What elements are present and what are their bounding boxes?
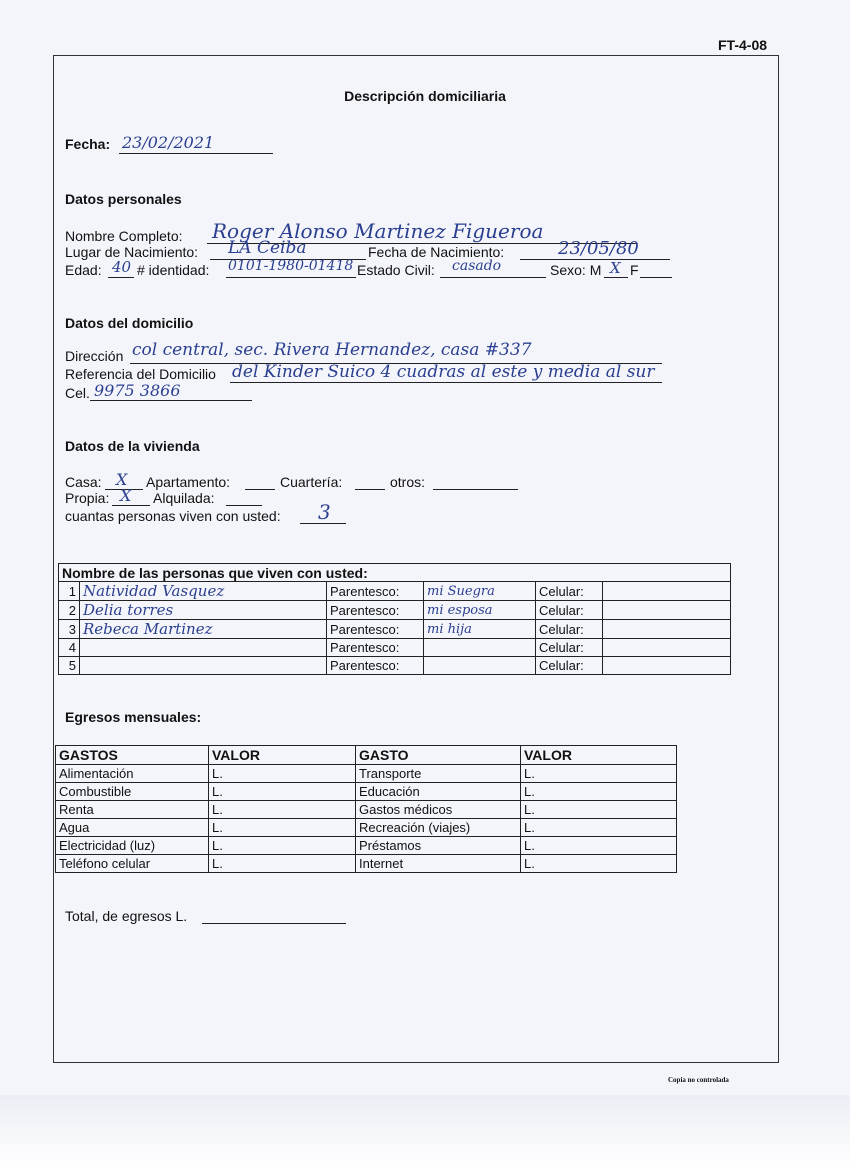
row-number: 1: [59, 582, 80, 601]
apartamento-label: Apartamento:: [146, 474, 231, 490]
parentesco-label: Parentesco:: [327, 639, 424, 657]
resident-relation[interactable]: [424, 657, 536, 675]
parentesco-label: Parentesco:: [327, 601, 424, 620]
propia-underline: [112, 505, 150, 506]
nombre-value[interactable]: Roger Alonso Martinez Figueroa: [212, 219, 544, 243]
nombre-label: Nombre Completo:: [65, 228, 183, 244]
resident-name[interactable]: [80, 639, 327, 657]
celular-label: Celular:: [536, 582, 603, 601]
celular-label: Celular:: [536, 620, 603, 639]
resident-row: [59, 639, 731, 657]
resident-phone[interactable]: [603, 639, 731, 657]
expense-row: [56, 765, 677, 783]
otros-label: otros:: [390, 474, 426, 490]
resident-name[interactable]: Rebeca Martinez: [80, 620, 327, 639]
identidad-value[interactable]: 0101-1980-01418: [228, 258, 354, 274]
expense-row: [56, 783, 677, 801]
scan-bottom-band: [0, 1095, 850, 1170]
total-underline[interactable]: [202, 923, 346, 924]
alquilada-underline: [226, 505, 262, 506]
expense-item: Electricidad (luz): [56, 837, 209, 855]
celular-label: Celular:: [536, 657, 603, 675]
alquilada-label: Alquilada:: [153, 490, 215, 506]
identidad-label: # identidad:: [137, 262, 210, 278]
row-number: 4: [59, 639, 80, 657]
expense-item: Renta: [56, 801, 209, 819]
edad-label: Edad:: [65, 262, 102, 278]
sexo-label: Sexo: M: [550, 262, 602, 278]
lugar-label: Lugar de Nacimiento:: [65, 244, 199, 260]
fecha-value[interactable]: 23/02/2021: [122, 133, 215, 152]
fecha-label: Fecha:: [65, 136, 111, 152]
residents-table: [58, 563, 731, 675]
expense-item: Teléfono celular: [56, 855, 209, 873]
expense-row: [56, 801, 677, 819]
total-label: Total, de egresos L.: [65, 908, 188, 924]
estado-civil-label: Estado Civil:: [357, 262, 435, 278]
edad-value[interactable]: 40: [112, 258, 132, 276]
expense-value[interactable]: L.: [521, 801, 677, 819]
personas-underline: [300, 523, 346, 524]
expense-value[interactable]: L.: [521, 783, 677, 801]
gasto-header: GASTO: [356, 746, 521, 765]
personal-heading: Datos personales: [65, 191, 182, 207]
personas-label: cuantas personas viven con usted:: [65, 508, 281, 524]
expense-value[interactable]: L.: [521, 765, 677, 783]
sexo-f-underline: [640, 277, 672, 278]
direccion-value[interactable]: col central, sec. Rivera Hernandez, casa #337: [132, 340, 532, 360]
resident-phone[interactable]: [603, 620, 731, 639]
resident-row: [59, 620, 731, 639]
propia-label: Propia:: [65, 490, 110, 506]
expense-value[interactable]: L.: [521, 837, 677, 855]
casa-mark[interactable]: X: [116, 470, 128, 489]
expense-item: Gastos médicos: [356, 801, 521, 819]
expense-value[interactable]: L.: [521, 819, 677, 837]
row-number: 2: [59, 601, 80, 620]
gastos-header: GASTOS: [56, 746, 209, 765]
resident-relation[interactable]: mi esposa: [424, 601, 536, 620]
expense-value[interactable]: L.: [209, 819, 356, 837]
resident-phone[interactable]: [603, 601, 731, 620]
row-number: 3: [59, 620, 80, 639]
fecha-underline: [119, 153, 273, 154]
resident-row: [59, 582, 731, 601]
cuarteria-underline: [355, 489, 385, 490]
valor-header: VALOR: [521, 746, 677, 765]
expense-item: Recreación (viajes): [356, 819, 521, 837]
parentesco-label: Parentesco:: [327, 657, 424, 675]
resident-relation[interactable]: [424, 639, 536, 657]
personas-value[interactable]: 3: [318, 500, 331, 524]
fecha-nac-value[interactable]: 23/05/80: [558, 238, 639, 259]
expense-row: [56, 837, 677, 855]
resident-relation[interactable]: mi Suegra: [424, 582, 536, 601]
parentesco-label: Parentesco:: [327, 582, 424, 601]
resident-name[interactable]: Delia torres: [80, 601, 327, 620]
residents-header: Nombre de las personas que viven con usted:: [59, 564, 731, 582]
celular-label: Celular:: [536, 601, 603, 620]
fecha-nac-label: Fecha de Nacimiento:: [368, 244, 505, 260]
lugar-value[interactable]: LA Ceiba: [228, 238, 307, 258]
resident-relation[interactable]: mi hija: [424, 620, 536, 639]
expense-row: [56, 819, 677, 837]
parentesco-label: Parentesco:: [327, 620, 424, 639]
sexo-m-underline: [604, 277, 628, 278]
edad-underline: [108, 277, 134, 278]
expense-value[interactable]: L.: [209, 855, 356, 873]
identidad-underline: [226, 277, 356, 278]
resident-phone[interactable]: [603, 657, 731, 675]
expense-item: Educación: [356, 783, 521, 801]
cel-underline: [90, 400, 252, 401]
expenses-table: [55, 745, 677, 873]
referencia-value[interactable]: del Kinder Suico 4 cuadras al este y media al sur: [232, 362, 655, 382]
form-title: Descripción domiciliaria: [344, 88, 506, 104]
expense-row: [56, 855, 677, 873]
expense-item: Transporte: [356, 765, 521, 783]
expense-item: Alimentación: [56, 765, 209, 783]
valor-header: VALOR: [209, 746, 356, 765]
expense-item: Agua: [56, 819, 209, 837]
estado-civil-value[interactable]: casado: [452, 258, 502, 274]
cel-label: Cel.: [65, 385, 90, 401]
estado-civil-underline: [440, 277, 546, 278]
expense-value[interactable]: L.: [209, 783, 356, 801]
resident-phone[interactable]: [603, 582, 731, 601]
expense-value[interactable]: L.: [209, 801, 356, 819]
row-number: 5: [59, 657, 80, 675]
referencia-underline: [230, 382, 662, 383]
sexo-f-label: F: [630, 262, 639, 278]
copy-note: Copia no controlada: [668, 1076, 729, 1084]
vivienda-heading: Datos de la vivienda: [65, 438, 200, 454]
egresos-heading: Egresos mensuales:: [65, 709, 202, 725]
expense-item: Combustible: [56, 783, 209, 801]
sexo-mark[interactable]: X: [610, 259, 621, 277]
resident-name[interactable]: [80, 657, 327, 675]
form-code: FT-4-08: [718, 37, 768, 53]
otros-underline: [433, 489, 518, 490]
cuarteria-label: Cuartería:: [280, 474, 343, 490]
expense-item: Préstamos: [356, 837, 521, 855]
propia-mark[interactable]: X: [120, 486, 132, 505]
resident-row: [59, 657, 731, 675]
resident-row: [59, 601, 731, 620]
expense-value[interactable]: L.: [209, 765, 356, 783]
resident-name[interactable]: Natividad Vasquez: [80, 582, 327, 601]
domicilio-heading: Datos del domicilio: [65, 315, 194, 331]
direccion-label: Dirección: [65, 348, 124, 364]
apartamento-underline: [245, 489, 275, 490]
expense-value[interactable]: L.: [521, 855, 677, 873]
casa-label: Casa:: [65, 474, 102, 490]
fecha-nac-underline: [520, 259, 670, 260]
expense-value[interactable]: L.: [209, 837, 356, 855]
cel-value[interactable]: 9975 3866: [94, 381, 181, 400]
expense-item: Internet: [356, 855, 521, 873]
referencia-label: Referencia del Domicilio: [65, 366, 216, 382]
celular-label: Celular:: [536, 639, 603, 657]
